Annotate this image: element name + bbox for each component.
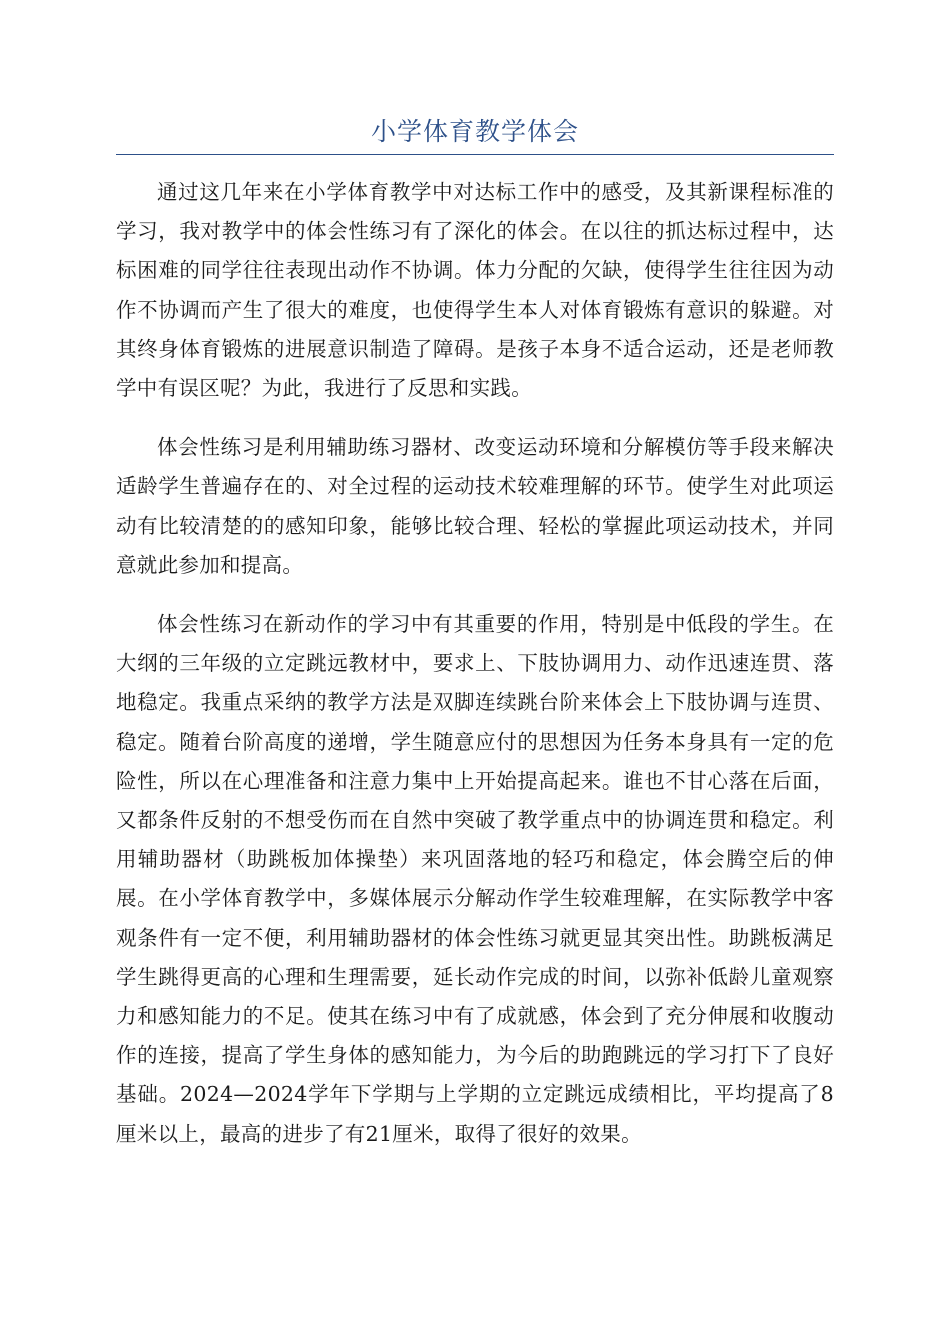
paragraph-2: 体会性练习是利用辅助练习器材、改变运动环境和分解模仿等手段来解决适龄学生普遍存在的、对全过程的运动技术较难理解的环节。使学生对此项运动有比较清楚的的感知印象，能够比较合理、轻松的掌握此项运动技术，并同意就此参加和提高。: [116, 435, 834, 577]
document-body: [116, 173, 834, 1174]
paragraph-3: 体会性练习在新动作的学习中有其重要的作用，特别是中低段的学生。在大纲的三年级的立定跳远教材中，要求上、下肢协调用力、动作迅速连贯、落地稳定。我重点采纳的教学方法是双脚连续跳台阶来体会上下肢协调与连贯、稳定。随着台阶高度的递增，学生随意应付的思想因为任务本身具有一定的危险性，所以在心理准备和注意力集中上开始提高起来。谁也不甘心落在后面，又都条件反射的不想受伤而在自然中突破了教学重点中的协调连贯和稳定。利用辅助器材（助跳板加体操垫）来巩固落地的轻巧和稳定，体会腾空后的伸展。在小学体育教学中，多媒体展示分解动作学生较难理解，在实际教学中客观条件有一定不便，利用辅助器材的体会性练习就更显其突出性。助跳板满足学生跳得更高的心理和生理需要，延长动作完成的时间，以弥补低龄儿童观察力和感知能力的不足。使其在练习中有了成就感，体会到了充分伸展和收腹动作的连接，提高了学生身体的感知能力，为今后的助跑跳远的学习打下了良好基础。2024—2024学年下学期与上学期的立定跳远成绩相比，平均提高了8厘米以上，最高的进步了有21厘米，取得了很好的效果。: [116, 612, 834, 1146]
paragraph-1: 通过这几年来在小学体育教学中对达标工作中的感受，及其新课程标准的学习，我对教学中的体会性练习有了深化的体会。在以往的抓达标过程中，达标困难的同学往往表现出动作不协调。体力分配的欠缺，使得学生往往因为动作不协调而产生了很大的难度，也使得学生本人对体育锻炼有意识的躲避。对其终身体育锻炼的进展意识制造了障碍。是孩子本身不适合运动，还是老师教学中有误区呢？为此，我进行了反思和实践。: [116, 180, 834, 401]
document-title: 小学体育教学体会: [370, 117, 579, 146]
title-underline: [116, 154, 834, 155]
